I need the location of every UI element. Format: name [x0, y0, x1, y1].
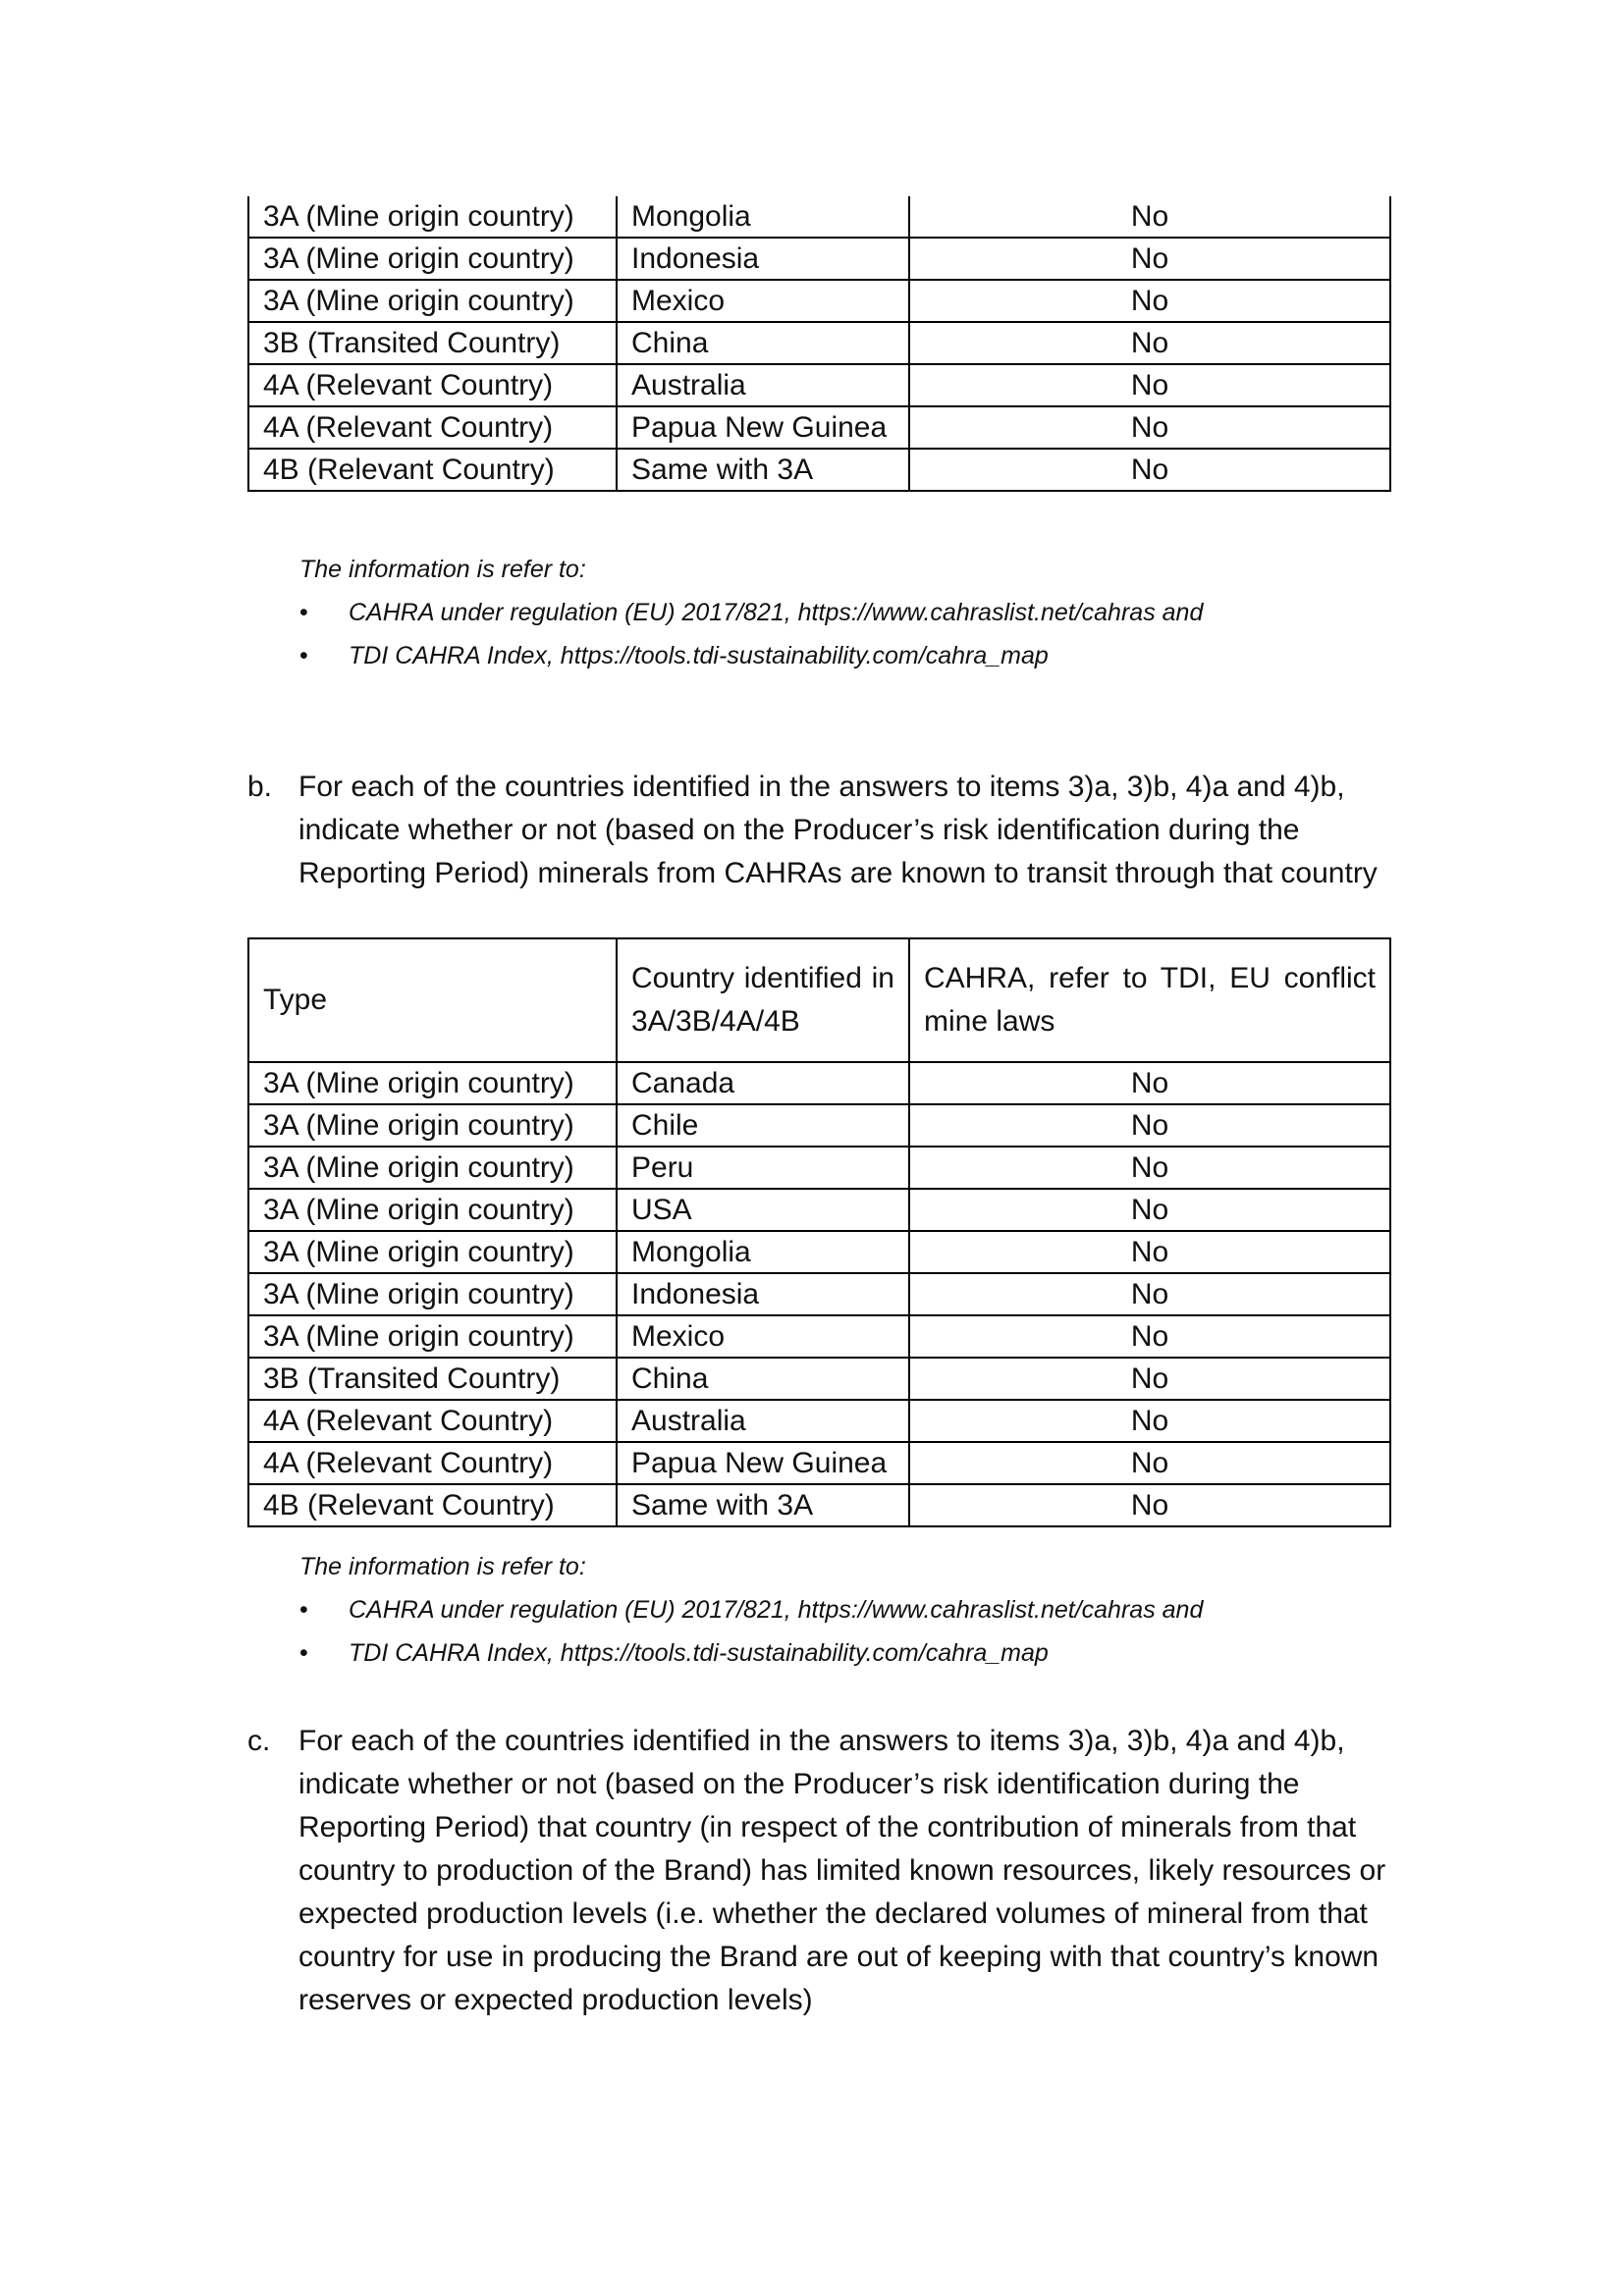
cell-cahra: No — [909, 406, 1390, 449]
cell-cahra: No — [909, 1147, 1390, 1189]
cell-country: China — [617, 322, 909, 364]
cell-type: 3A (Mine origin country) — [248, 1315, 617, 1358]
cell-cahra: No — [909, 1315, 1390, 1358]
note-text: TDI CAHRA Index, https://tools.tdi-sustainability.com/cahra_map — [349, 642, 1049, 669]
cell-cahra: No — [909, 322, 1390, 364]
cell-country: Papua New Guinea — [617, 406, 909, 449]
cell-country: Canada — [617, 1062, 909, 1104]
header-cahra: CAHRA, refer to TDI, EU conflict mine laws — [909, 938, 1390, 1062]
cell-country: Papua New Guinea — [617, 1442, 909, 1484]
cell-type: 3B (Transited Country) — [248, 322, 617, 364]
cell-cahra: No — [909, 1358, 1390, 1400]
note-text: CAHRA under regulation (EU) 2017/821, https://www.cahraslist.net/cahras and — [349, 599, 1204, 626]
cell-country: Same with 3A — [617, 449, 909, 491]
item-marker: c. — [247, 1725, 271, 1757]
cell-country: Chile — [617, 1104, 909, 1147]
table-row — [248, 322, 1390, 364]
cell-country: Mexico — [617, 280, 909, 322]
cell-cahra: No — [909, 449, 1390, 491]
item-marker: b. — [247, 771, 273, 803]
cell-type: 3B (Transited Country) — [248, 1358, 617, 1400]
cell-cahra: No — [909, 364, 1390, 406]
table-row — [248, 1147, 1390, 1189]
cell-cahra: No — [909, 1104, 1390, 1147]
cell-country: China — [617, 1358, 909, 1400]
table-row — [248, 196, 1390, 238]
table-row — [248, 1358, 1390, 1400]
cell-type: 4A (Relevant Country) — [248, 1442, 617, 1484]
cell-type: 3A (Mine origin country) — [248, 196, 617, 238]
item-text: For each of the countries identified in the answers to items 3)a, 3)b, 4)a and 4)b, indicate whether or not (based on the Producer’s risk identification during the Reporting Period) that country (in respect of the contribution of minerals from that country to production of the Brand) has limited known resources, likely resources or expected production levels (i.e. whether the declared volumes of mineral from that country for use in producing the Brand are out of keeping with that country’s known reserves or expected production levels) — [298, 1725, 1386, 2016]
cell-type: 3A (Mine origin country) — [248, 238, 617, 280]
cell-country: Peru — [617, 1147, 909, 1189]
cahra-table — [247, 937, 1391, 1527]
header-country: Country identified in 3A/3B/4A/4B — [617, 938, 909, 1062]
table-row — [248, 1189, 1390, 1231]
item-text: For each of the countries identified in the answers to items 3)a, 3)b, 4)a and 4)b, indicate whether or not (based on the Producer’s risk identification during the Reporting Period) minerals from CAHRAs are known to transit through that country — [298, 771, 1378, 889]
item-b-paragraph — [247, 766, 1391, 895]
cell-type: 4A (Relevant Country) — [248, 1400, 617, 1442]
header-type: Type — [248, 938, 617, 1062]
table-row — [248, 1104, 1390, 1147]
cell-country: Australia — [617, 1400, 909, 1442]
cell-type: 3A (Mine origin country) — [248, 1104, 617, 1147]
table-row — [248, 1484, 1390, 1526]
cell-cahra: No — [909, 1484, 1390, 1526]
cell-cahra: No — [909, 1442, 1390, 1484]
cell-type: 3A (Mine origin country) — [248, 1189, 617, 1231]
cell-country: Same with 3A — [617, 1484, 909, 1526]
notes-intro: The information is refer to: — [299, 1553, 586, 1580]
cell-type: 3A (Mine origin country) — [248, 1062, 617, 1104]
cell-type: 3A (Mine origin country) — [248, 1273, 617, 1315]
cell-type: 4B (Relevant Country) — [248, 1484, 617, 1526]
item-c-paragraph — [247, 1720, 1391, 2022]
table-row — [248, 1442, 1390, 1484]
cell-type: 4B (Relevant Country) — [248, 449, 617, 491]
bullet-icon: • — [299, 1639, 308, 1667]
cell-country: Indonesia — [617, 238, 909, 280]
note-text: CAHRA under regulation (EU) 2017/821, https://www.cahraslist.net/cahras and — [349, 1596, 1204, 1624]
cell-type: 3A (Mine origin country) — [248, 280, 617, 322]
cell-country: Indonesia — [617, 1273, 909, 1315]
table-row — [248, 1273, 1390, 1315]
cell-cahra: No — [909, 1231, 1390, 1273]
table-row — [248, 449, 1390, 491]
table-row — [248, 364, 1390, 406]
cell-country: Mexico — [617, 1315, 909, 1358]
cell-cahra: No — [909, 1189, 1390, 1231]
cell-type: 3A (Mine origin country) — [248, 1231, 617, 1273]
bullet-icon: • — [299, 1596, 308, 1624]
table-row — [248, 238, 1390, 280]
notes-intro: The information is refer to: — [299, 556, 586, 583]
cell-country: Australia — [617, 364, 909, 406]
cell-type: 3A (Mine origin country) — [248, 1147, 617, 1189]
cell-cahra: No — [909, 1400, 1390, 1442]
bullet-icon: • — [299, 642, 308, 669]
cell-country: Mongolia — [617, 1231, 909, 1273]
cell-cahra: No — [909, 1062, 1390, 1104]
cell-country: Mongolia — [617, 196, 909, 238]
cell-type: 4A (Relevant Country) — [248, 364, 617, 406]
table-row — [248, 406, 1390, 449]
cell-cahra: No — [909, 196, 1390, 238]
cahra-table-continued — [247, 196, 1391, 492]
note-text: TDI CAHRA Index, https://tools.tdi-sustainability.com/cahra_map — [349, 1639, 1049, 1667]
bullet-icon: • — [299, 599, 308, 626]
table-row — [248, 1315, 1390, 1358]
cell-cahra: No — [909, 1273, 1390, 1315]
table-row — [248, 1400, 1390, 1442]
cell-cahra: No — [909, 238, 1390, 280]
table-row — [248, 280, 1390, 322]
cell-country: USA — [617, 1189, 909, 1231]
table-row — [248, 1062, 1390, 1104]
table-row — [248, 1231, 1390, 1273]
cell-cahra: No — [909, 280, 1390, 322]
table-header-row — [248, 938, 1390, 1062]
cell-type: 4A (Relevant Country) — [248, 406, 617, 449]
